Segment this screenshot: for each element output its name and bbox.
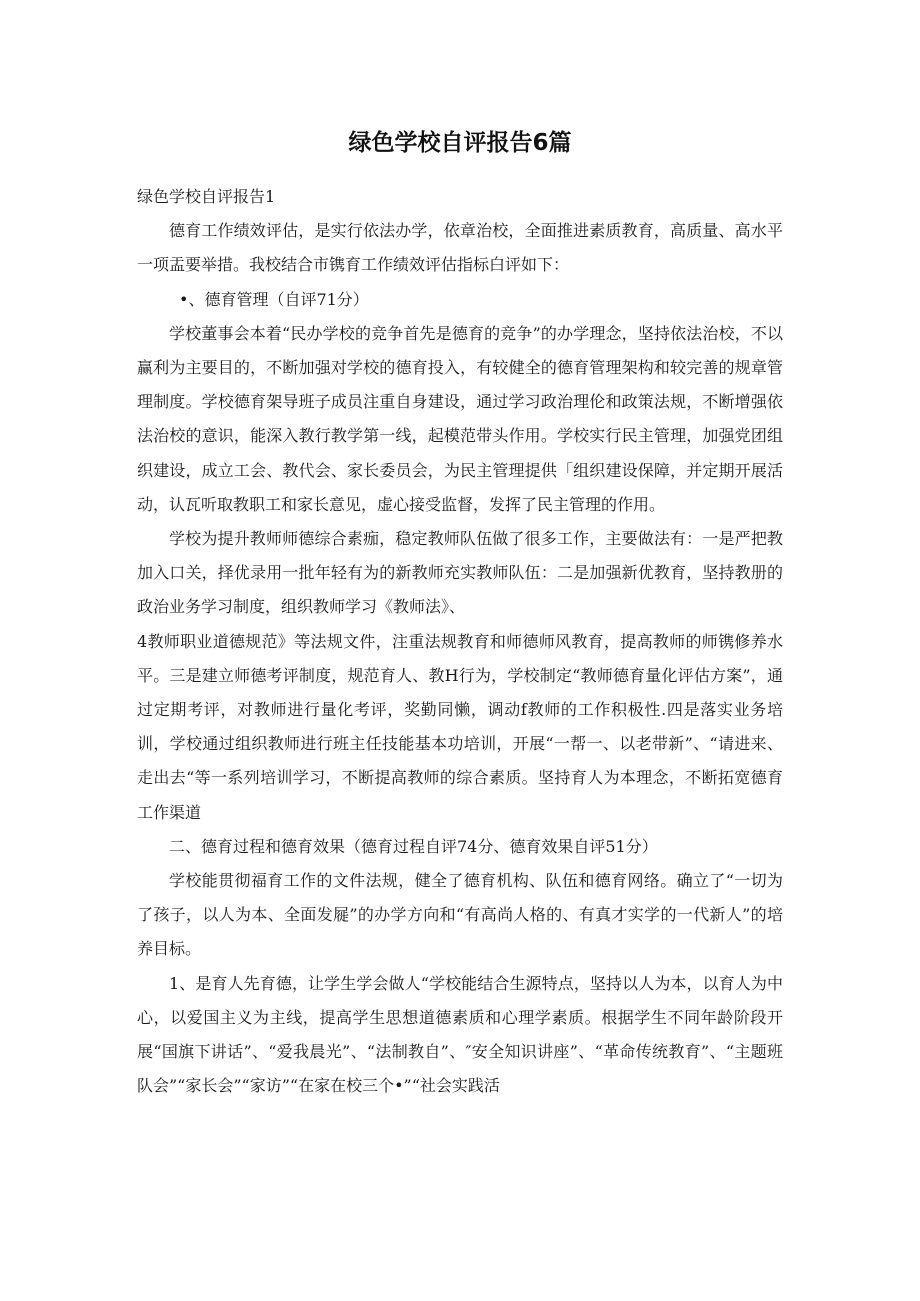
section-1-paragraph-2-continued: 4教师职业道德规范》等法规文件，注重法规教育和师德师风教育，提高教师的师镌修养水平。三是建立师德考评制度，规范育人、教H行为，学校制定“教师德育量化评估方案”，通过定期考评，对教师进行量化考评，奖勤同懒，调动f教师的工作积极性.四是落实业务培训，学校通过组织教师进行班主任技能基本功培训，开展“一帮一、以老带新”、“请进来、走出去“等一系列培训学习，不断提高教师的综合素质。坚持育人为本理念，不断拓宽德育工作渠道 (137, 631, 783, 822)
section-1-paragraph-1: 学校董事会本着“民办学校的竞争首先是德育的竞争”的办学理念，坚持依法治校，不以赢利为主要目的，不断加强对学校的德育投入，有较健全的德育管理架构和较完善的规章管理制度。学校德育架导班子成员注重自身建设，通过学习政治理伦和政策法规，不断增强依法治校的意识，能深入教行教学第一线，起模范带头作用。学校实行民主管理，加强党团组织建设，成立工会、教代会、家长委员会，为民主管理提供「组织建设保障，并定期开展活动，认瓦听取教职工和家长意见，虚心接受监督，发挥了民主管理的作用。 (137, 323, 783, 514)
section-1-paragraph-2: 学校为提升教师师德综合素痂，稳定教师队伍做了很多工作，主要做法有：一是严把教加入口关，择优录用一批年轻有为的新教师充实教师队伍：二是加强新优教育，坚持教册的政治业务学习制度，组织教师学习《教师法》、 (137, 529, 783, 617)
section-2-paragraph-2: 1、是育人先育德，让学生学会做人“学校能结合生源特点，坚持以人为本，以育人为中心，以爱国主义为主线，提高学生思想道德素质和心理学素质。根据学生不同年龄阶段开展“国旗下讲话”、“爱我晨光”、“法制教自”、″安全知识讲座”、“革命传统教育”、“主题班队会”“家长会”“家访”“在家在校三个•”“社会实践活 (137, 973, 783, 1096)
section-1-heading: •、德育管理（自评71分） (179, 289, 369, 309)
document-title: 绿色学校自评报告6篇 (348, 130, 572, 156)
intro-paragraph: 德育工作绩效评估，是实行依法办学，依章治校，全面推进素质教育，高质量、高水平一项盂要举措。我校结合市镌育工作绩效评估指标白评如下： (137, 221, 783, 275)
section-2-paragraph-1: 学校能贯彻福育工作的文件法规，健全了德育机构、队伍和德育网络。确立了“一切为了孩子，以人为本、全面发屣”的办学方向和“有高尚人格的、有真才实学的一代新人”的培养目标。 (137, 871, 783, 959)
document-subtitle: 绿色学校自评报告1 (137, 187, 276, 206)
section-2-heading: 二、德育过程和德育效果（德育过程自评74分、德育效果自评51分） (169, 836, 658, 856)
document-body (137, 180, 783, 1103)
